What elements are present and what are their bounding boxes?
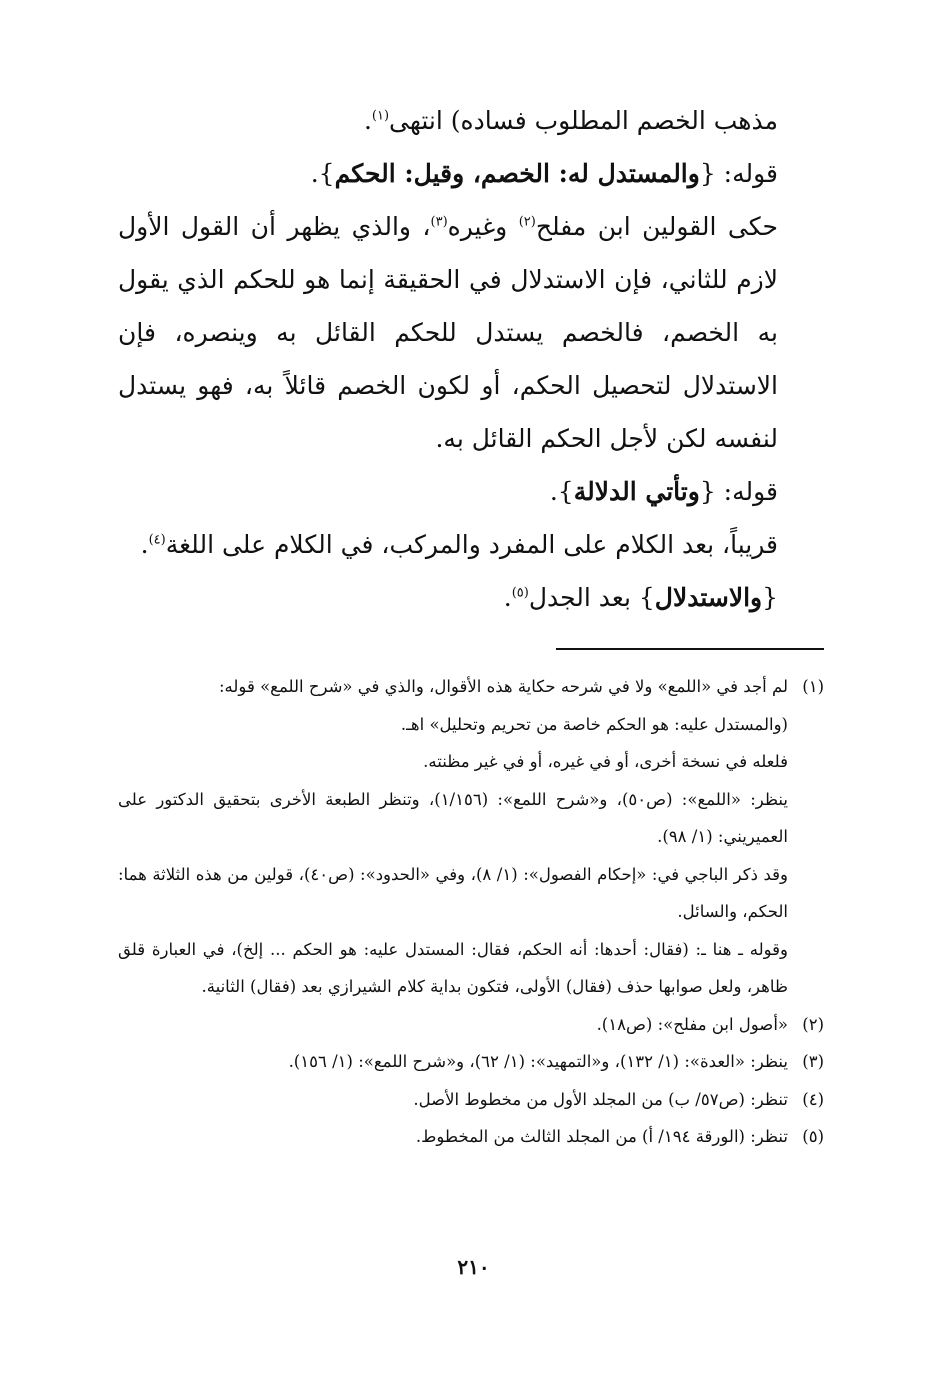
- footnote-line: وقوله ـ هنا ـ: (فقال: أحدها: أنه الحكم، فقال: المستدل عليه: هو الحكم ... إلخ)، في العبارة قلق ظاهر، ولعل صوابها حذف (فقال) الأولى، فتكون بداية كلام الشيرازي بعد (فقال) الثانية.: [118, 939, 788, 996]
- text-run: }.: [549, 477, 574, 506]
- footnote-number: (٥): [802, 1127, 824, 1146]
- footnote-ref[interactable]: (٣): [430, 214, 448, 230]
- footnote-line: ينظر: «اللمع»: (ص٥٠)، و«شرح اللمع»: (١/١٥٦)، وتنظر الطبعة الأخرى بتحقيق الدكتور على العميريني: (١/ ٩٨).: [118, 789, 788, 846]
- footnote-number: (٤): [802, 1089, 824, 1109]
- text-run: قريباً، بعد الكلام على المفرد والمركب، في الكلام على اللغة: [165, 530, 778, 559]
- footnote-text: [118, 668, 788, 1006]
- footnotes: [118, 668, 824, 1156]
- footnote: [118, 1081, 824, 1119]
- footnote-line: فلعله في نسخة أخرى، أو في غيره، أو في غير مظنته.: [423, 752, 788, 771]
- footnote-text: [118, 1043, 788, 1081]
- text-run: } بعد الجدل: [528, 583, 655, 612]
- footnote: [118, 1043, 824, 1081]
- text-run: .: [363, 106, 372, 135]
- footnote-number: (١): [802, 677, 824, 696]
- footnote-ref[interactable]: (١): [371, 108, 390, 124]
- text-run: قوله: {: [699, 477, 778, 506]
- text-run: {: [762, 583, 778, 612]
- paragraph-reference: [118, 571, 824, 624]
- text-run: وغيره: [447, 212, 519, 241]
- footnote-line: ينظر: «العدة»: (١/ ١٣٢)، و«التمهيد»: (١/ ٦٢)، و«شرح اللمع»: (١/ ١٥٦).: [288, 1052, 788, 1071]
- paragraph-continuation: [118, 94, 824, 147]
- footnote-line: لم أجد في «اللمع» ولا في شرحه حكاية هذه الأقوال، والذي في «شرح اللمع» قوله:: [219, 677, 788, 696]
- footnote-number: (٣): [802, 1052, 824, 1071]
- footnote: [118, 1006, 824, 1044]
- text-run: مذهب الخصم المطلوب فساده) انتهى: [389, 106, 778, 135]
- quoted-text-bold: وتأتي الدلالة: [573, 477, 700, 506]
- text-run: .: [503, 583, 512, 612]
- footnote-line: تنظر: (ص٥٧/ ب) من المجلد الأول من مخطوط الأصل.: [413, 1089, 788, 1109]
- footnote-ref[interactable]: (٤): [148, 532, 166, 548]
- quoted-text-bold: والمستدل له: الخصم، وقيل: الحكم: [334, 159, 700, 188]
- quote-line: [118, 465, 824, 518]
- text-run: حكى القولين ابن مفلح: [535, 212, 778, 241]
- footnote-text: [118, 1081, 788, 1119]
- footnote-ref[interactable]: (٢): [518, 214, 536, 230]
- footnote-separator: [556, 648, 824, 650]
- text-run: ، والذي يظهر أن القول الأول لازم للثاني، فإن الاستدلال في الحقيقة إنما هو للحكم الذي يقول به الخصم، فالخصم يستدل للحكم القائل به وينصره، فإن الاستدلال لتحصيل الحكم، أو لكون الخصم قائلاً به، فهو يستدل لنفسه لكن لأجل الحكم القائل به.: [118, 212, 778, 453]
- footnote: [118, 1118, 824, 1156]
- footnote-text: [118, 1118, 788, 1156]
- main-text: [118, 94, 824, 624]
- paragraph-reference: [118, 518, 824, 571]
- footnote-text: [118, 1006, 788, 1044]
- text-run: قوله: {: [699, 159, 778, 188]
- footnote-ref[interactable]: (٥): [511, 585, 529, 601]
- page-number: ٢١٠: [457, 1255, 490, 1279]
- paragraph-commentary: [118, 200, 824, 465]
- text-run: .: [140, 530, 149, 559]
- footnote-line: «أصول ابن مفلح»: (ص١٨).: [596, 1014, 788, 1034]
- quoted-text-bold: والاستدلال: [654, 583, 763, 612]
- footnote-line: تنظر: (الورقة ١٩٤/ أ) من المجلد الثالث من المخطوط.: [415, 1127, 788, 1146]
- footnote-line: وقد ذكر الباجي في: «إحكام الفصول»: (١/ ٨)، وفي «الحدود»: (ص٤٠)، قولين من هذه الثلاثة هما: الحكم، والسائل.: [118, 864, 789, 921]
- text-run: }.: [310, 159, 335, 188]
- footnote-line: (والمستدل عليه: هو الحكم خاصة من تحريم وتحليل» اهـ.: [400, 714, 788, 734]
- footnote-number: (٢): [802, 1014, 824, 1034]
- footnote: [118, 668, 824, 1006]
- quote-line: [118, 147, 824, 200]
